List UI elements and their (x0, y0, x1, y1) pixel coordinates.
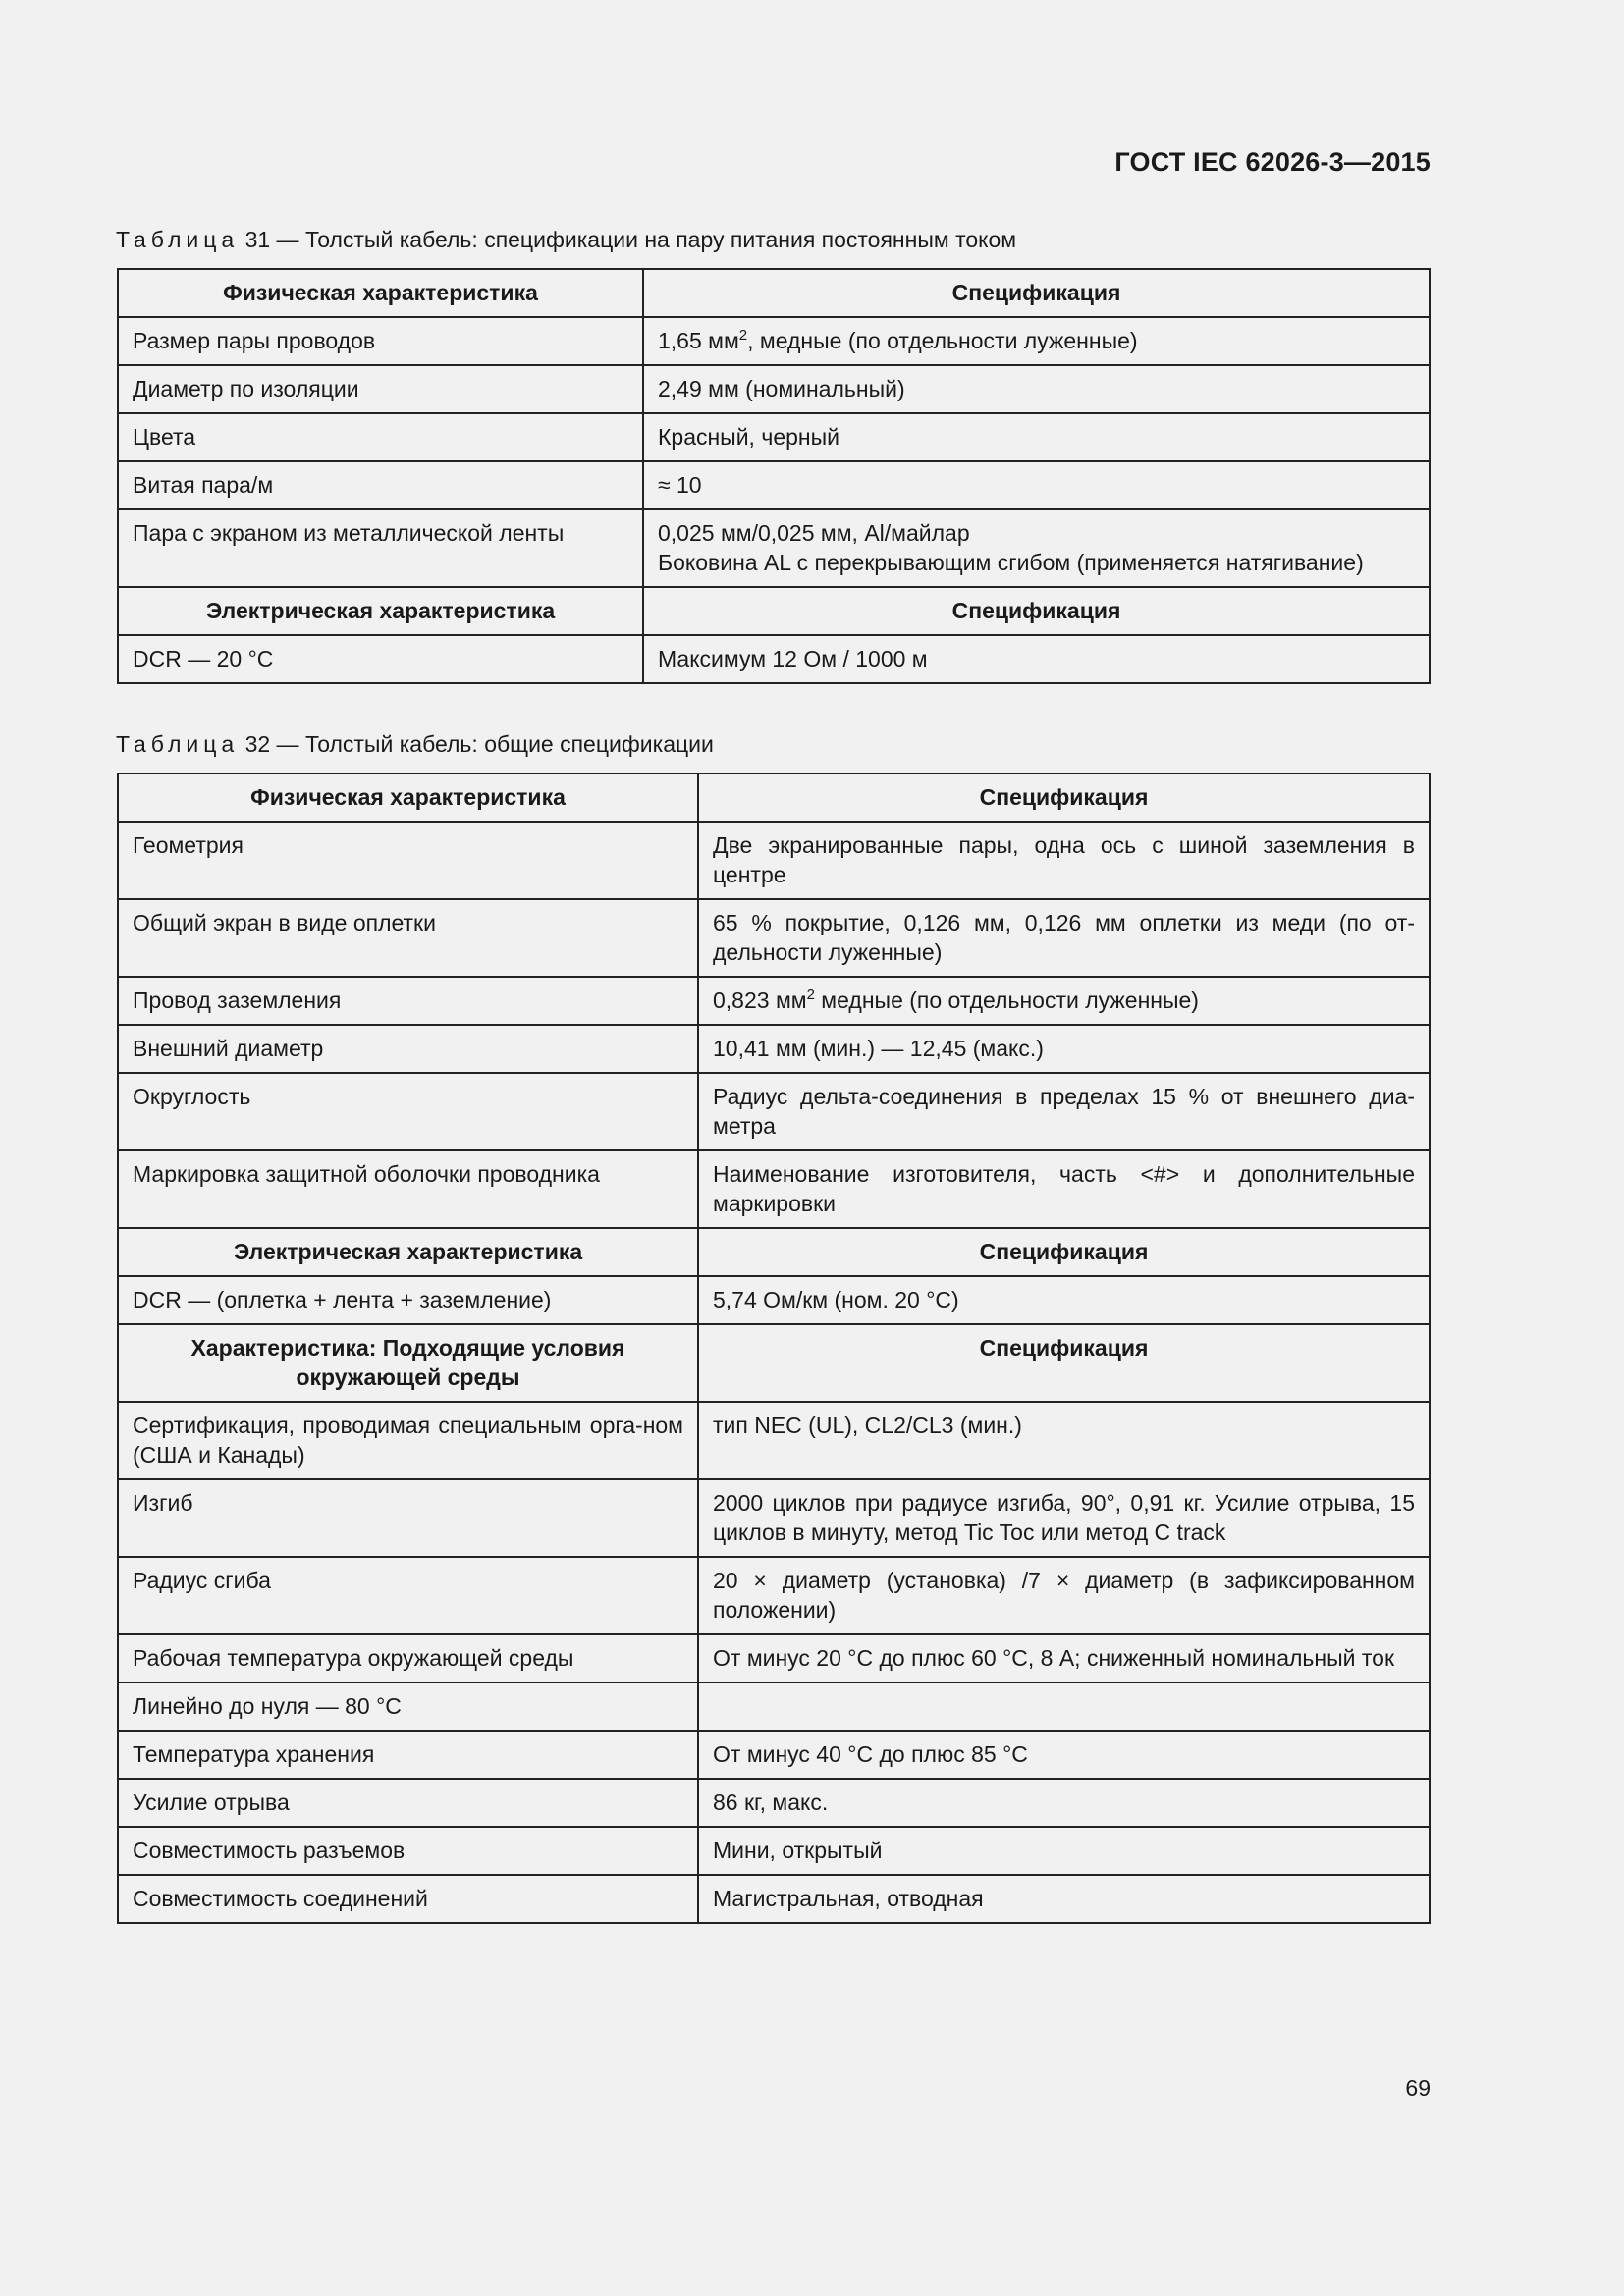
table-cell: Размер пары проводов (118, 317, 643, 365)
table-cell: 2000 циклов при радиусе изгиба, 90°, 0,91 кг. Усилие отрыва, 15 циклов в минуту, метод Tic Toc или метод C track (698, 1479, 1430, 1557)
header-cell: Спецификация (698, 1324, 1430, 1402)
table-cell: Маркировка защитной оболочки проводника (118, 1150, 698, 1228)
table-cell (698, 977, 1430, 1025)
table-row (118, 822, 1430, 899)
table-cell: Температура хранения (118, 1731, 698, 1779)
table-row (118, 1731, 1430, 1779)
table-cell: Мини, открытый (698, 1827, 1430, 1875)
table-row (118, 1779, 1430, 1827)
table-cell (643, 509, 1430, 587)
table-cell: 20 × диаметр (установка) /7 × диаметр (в зафиксированном положении) (698, 1557, 1430, 1634)
table-header-row (118, 269, 1430, 317)
table-cell: Сертификация, проводимая специальным орга-ном (США и Канады) (118, 1402, 698, 1479)
table-cell: Геометрия (118, 822, 698, 899)
table-row (118, 509, 1430, 587)
header-cell: Физическая характеристика (118, 774, 698, 822)
standard-header: ГОСТ IEC 62026-3—2015 (1114, 147, 1431, 177)
table-header-row (118, 774, 1430, 822)
table-row (118, 1557, 1430, 1634)
page-number: 69 (1405, 2075, 1431, 2101)
table-cell: Витая пара/м (118, 461, 643, 509)
table-cell: DCR — 20 °C (118, 635, 643, 683)
table-cell: Магистральная, отводная (698, 1875, 1430, 1923)
table-cell (643, 317, 1430, 365)
table-row (118, 413, 1430, 461)
table-cell: Наименование изготовителя, часть <#> и дополнительные маркировки (698, 1150, 1430, 1228)
table-row (118, 1827, 1430, 1875)
table-cell: DCR — (оплетка + лента + заземление) (118, 1276, 698, 1324)
table-cell: Диаметр по изоляции (118, 365, 643, 413)
table-cell: Радиус дельта-соединения в пределах 15 % от внешнего диа-метра (698, 1073, 1430, 1150)
table-cell: Рабочая температура окружающей среды (118, 1634, 698, 1682)
header-cell: Характеристика: Подходящие условия окружающей среды (118, 1324, 698, 1402)
table-32-caption (116, 731, 714, 758)
superscript: 2 (806, 987, 815, 1003)
table-row (118, 1150, 1430, 1228)
table-32 (117, 773, 1431, 1924)
table-row (118, 1634, 1430, 1682)
cell-text: 0,823 мм (713, 988, 807, 1013)
table-section-header-row (118, 1228, 1430, 1276)
table-cell (698, 1682, 1430, 1731)
header-cell: Электрическая характеристика (118, 587, 643, 635)
cell-text: , медные (по отдельности луженные) (747, 328, 1138, 353)
table-row (118, 1875, 1430, 1923)
table-cell: Усилие отрыва (118, 1779, 698, 1827)
table-section-header-row (118, 1324, 1430, 1402)
table-row (118, 1025, 1430, 1073)
table-cell: Округлость (118, 1073, 698, 1150)
table-cell: Радиус сгиба (118, 1557, 698, 1634)
superscript: 2 (738, 327, 748, 344)
table-cell: Максимум 12 Ом / 1000 м (643, 635, 1430, 683)
table-cell: ≈ 10 (643, 461, 1430, 509)
cell-line: Боковина AL с перекрывающим сгибом (применяется натягивание) (658, 550, 1364, 575)
caption-text: 31 — Толстый кабель: спецификации на пару питания постоянным током (239, 227, 1017, 252)
table-row (118, 1276, 1430, 1324)
table-row (118, 1073, 1430, 1150)
cell-text: 1,65 мм (658, 328, 739, 353)
table-cell: Пара с экраном из металлической ленты (118, 509, 643, 587)
table-section-header-row (118, 587, 1430, 635)
table-cell: Красный, черный (643, 413, 1430, 461)
table-cell: тип NEC (UL), CL2/CL3 (мин.) (698, 1402, 1430, 1479)
table-row (118, 635, 1430, 683)
table-cell: 65 % покрытие, 0,126 мм, 0,126 мм оплетки из меди (по от-дельности луженные) (698, 899, 1430, 977)
table-cell: Общий экран в виде оплетки (118, 899, 698, 977)
table-cell: Внешний диаметр (118, 1025, 698, 1073)
caption-word: Таблица (116, 731, 240, 757)
table-row (118, 1402, 1430, 1479)
table-cell: Изгиб (118, 1479, 698, 1557)
table-cell: Две экранированные пары, одна ось с шиной заземления в центре (698, 822, 1430, 899)
table-cell: 86 кг, макс. (698, 1779, 1430, 1827)
table-cell: От минус 40 °C до плюс 85 °C (698, 1731, 1430, 1779)
cell-line: 0,025 мм/0,025 мм, Al/майлар (658, 520, 970, 546)
caption-word: Таблица (116, 227, 240, 252)
table-row (118, 977, 1430, 1025)
header-cell: Электрическая характеристика (118, 1228, 698, 1276)
table-row (118, 1682, 1430, 1731)
header-cell: Спецификация (698, 774, 1430, 822)
table-row (118, 899, 1430, 977)
table-cell: 2,49 мм (номинальный) (643, 365, 1430, 413)
header-cell: Спецификация (643, 587, 1430, 635)
table-cell: 5,74 Ом/км (ном. 20 °C) (698, 1276, 1430, 1324)
table-cell: Цвета (118, 413, 643, 461)
table-row (118, 365, 1430, 413)
cell-text: медные (по отдельности луженные) (814, 988, 1199, 1013)
table-row (118, 317, 1430, 365)
table-cell: 10,41 мм (мин.) — 12,45 (макс.) (698, 1025, 1430, 1073)
header-cell: Спецификация (643, 269, 1430, 317)
table-row (118, 1479, 1430, 1557)
table-31 (117, 268, 1431, 684)
header-cell: Физическая характеристика (118, 269, 643, 317)
table-row (118, 461, 1430, 509)
header-cell: Спецификация (698, 1228, 1430, 1276)
table-cell: Провод заземления (118, 977, 698, 1025)
table-cell: От минус 20 °C до плюс 60 °C, 8 А; сниженный номинальный ток (698, 1634, 1430, 1682)
caption-text: 32 — Толстый кабель: общие спецификации (239, 731, 714, 757)
table-cell: Линейно до нуля — 80 °C (118, 1682, 698, 1731)
table-31-caption (116, 227, 1016, 253)
table-cell: Совместимость соединений (118, 1875, 698, 1923)
table-cell: Совместимость разъемов (118, 1827, 698, 1875)
